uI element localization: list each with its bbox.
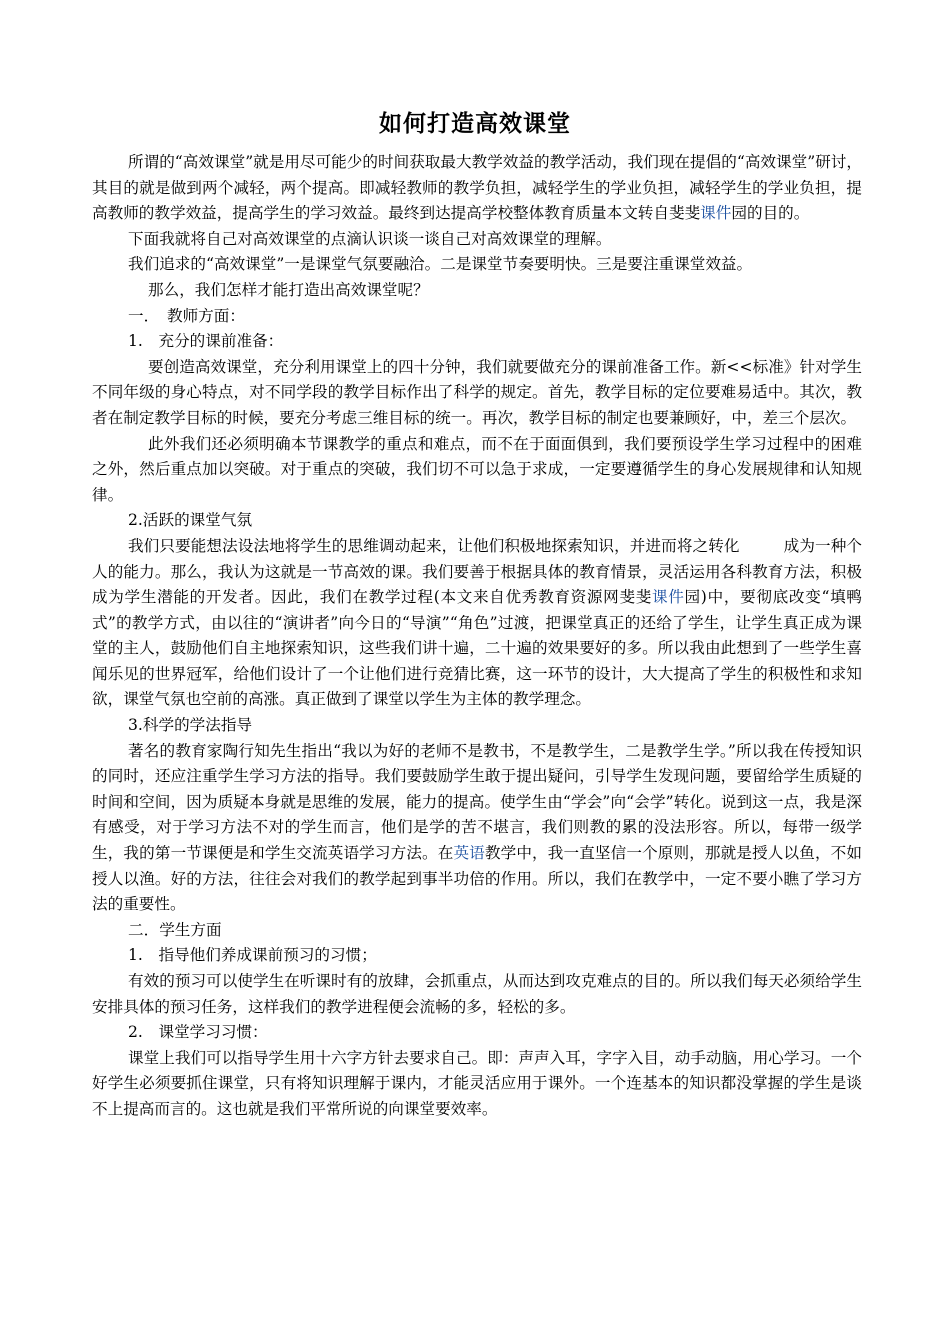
paragraph-text: 教学中，我一直坚信一个原则，那就是授人以鱼，不如授人以渔。好的方法，往往会对我们的教学起到事半功倍的作用。所以，我们在教学中，一定不要小瞧了学习方法的重要性。 — [92, 844, 862, 914]
paragraph-text: 园)中，要彻底改变“填鸭式”的教学方式，由以往的“演讲者”向今日的“导演”“角色”过渡，把课堂真正的还给了学生，让学生真正成为课堂的主人，鼓励他们自主地探索知识，这些我们讲十遍，二十遍的效果要好的多。所以我由此想到了一些学生喜闻乐见的世界冠军，给他们设计了一个让他们进行竞猜比赛，这一环节的设计，大大提高了学生的积极性和求知欲，课堂气氛也空前的高涨。真正做到了课堂以学生为主体的教学理念。 — [92, 588, 862, 709]
subsection-heading: 1. 指导他们养成课前预习的习惯； — [128, 946, 377, 965]
paragraph-intro — [92, 150, 862, 227]
page-title: 如何打造高效课堂 — [379, 110, 571, 137]
paragraph-text: 成为一种个人的能力。那么，我认为这就是一节高效的课。我们要善于根据具体的教育情景，灵活运用各科教育方法，积极成为学生潜能的开发者。因此，我们在教学过程(本文来自优秀教育资源网斐斐 — [92, 536, 862, 607]
subsection-heading: 2.活跃的课堂气氛 — [128, 511, 253, 530]
paragraph-text: 著名的教育家陶行知先生指出“我以为好的老师不是教书，不是教学生，二是教学生学。”所以我在传授知识的同时，还应注重学生学习方法的指导。我们要鼓励学生敢于提出疑问，引导学生发现问题，要留给学生质疑的时间和空间，因为质疑本身就是思维的发展，能力的提高。使学生由“学会”向“会学”转化。说到这一点，我是深有感受，对于学习方法不对的学生而言，他们是学的苦不堪言，我们则教的累的没法形容。所以，每带一级学生，我的第一节课便是和学生交流英语学习方法。在 — [92, 741, 862, 863]
paragraph: 此外我们还必须明确本节课教学的重点和难点，而不在于面面俱到，我们要预设学生学习过程中的困难之外，然后重点加以突破。对于重点的突破，我们切不可以急于求成，一定要遵循学生的身心发展规律和认知规律。 — [92, 434, 862, 504]
paragraph: 那么，我们怎样才能打造出高效课堂呢？ — [148, 280, 429, 299]
paragraph-text: 我们只要能想法设法地将学生的思维调动起来，让他们积极地探索知识，并进而将之转化 — [128, 536, 740, 555]
subsection-heading: 2. 课堂学习习惯： — [128, 1023, 268, 1042]
paragraph: 下面我就将自己对高效课堂的点滴认识谈一谈自己对高效课堂的理解。 — [128, 229, 612, 248]
paragraph: 课堂上我们可以指导学生用十六字方针去要求自己。即：声声入耳，字字入目，动手动脑，用心学习。一个好学生必须要抓住课堂，只有将知识理解于课内，才能灵活应用于课外。一个连基本的知识都没掌握的学生是谈不上提高而言的。这也就是我们平常所说的向课堂要效率。 — [92, 1048, 862, 1118]
paragraph: 要创造高效课堂，充分利用课堂上的四十分钟，我们就要做充分的课前准备工作。新<<标准》针对学生不同年级的身心特点，对不同学段的教学目标作出了科学的规定。首先，教学目标的定位要难易适中。其次，教者在制定教学目标的时候，要充分考虑三维目标的统一。再次，教学目标的制定也要兼顾好，中，差三个层次。 — [92, 357, 862, 427]
paragraph — [92, 534, 862, 713]
section-heading: 一． 教师方面： — [128, 306, 245, 325]
english-link[interactable]: 英语 — [453, 844, 485, 863]
paragraph-text: 园的目的。 — [731, 204, 810, 223]
paragraph — [92, 739, 862, 918]
paragraph: 我们追求的“高效课堂”一是课堂气氛要融洽。二是课堂节奏要明快。三是要注重课堂效益。 — [128, 255, 753, 274]
paragraph-text: 所谓的“高效课堂”就是用尽可能少的时间获取最大教学效益的教学活动，我们现在提倡的“高效课堂”研讨，其目的就是做到两个减轻，两个提高。即减轻教师的教学负担，减轻学生的学业负担，减轻学生的学业负担，提高教师的教学效益，提高学生的学习效益。最终到达提高学校整体教育质量本文转自斐斐 — [92, 153, 862, 223]
subsection-heading: 1. 充分的课前准备： — [128, 332, 284, 351]
document-body — [92, 150, 862, 1123]
courseware-link[interactable]: 课件 — [700, 204, 732, 223]
paragraph: 有效的预习可以使学生在听课时有的放肆，会抓重点，从而达到攻克难点的目的。所以我们每天必须给学生安排具体的预习任务，这样我们的教学进程便会流畅的多，轻松的多。 — [92, 972, 862, 1016]
section-heading: 二．学生方面 — [128, 920, 222, 939]
subsection-heading: 3.科学的学法指导 — [128, 716, 253, 735]
courseware-link[interactable]: 课件 — [651, 588, 685, 607]
